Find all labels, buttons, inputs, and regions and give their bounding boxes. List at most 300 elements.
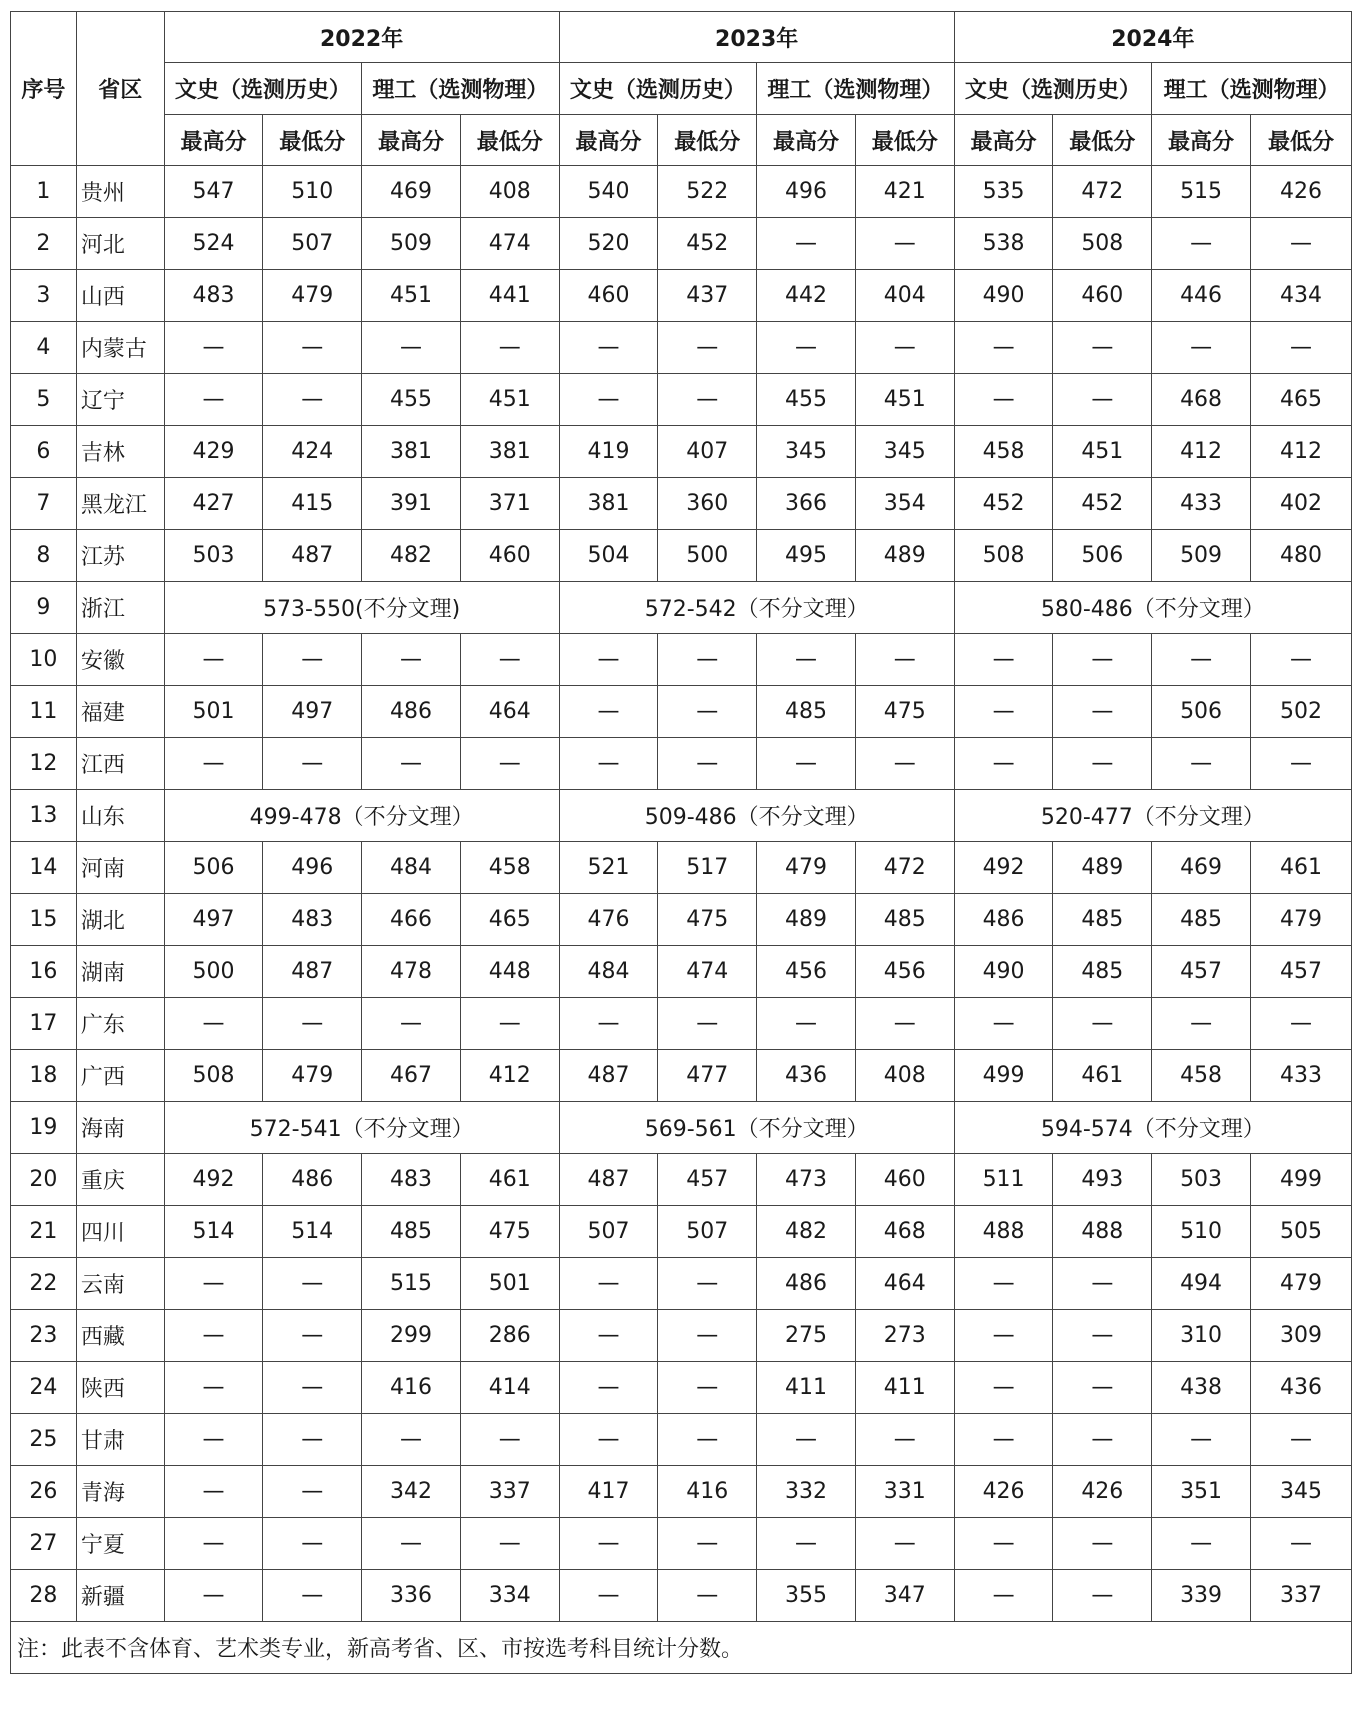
min-score-cell: 497: [263, 686, 362, 738]
min-score-cell: —: [1250, 998, 1351, 1050]
max-score-cell: 345: [757, 426, 856, 478]
max-score-cell: 508: [954, 530, 1053, 582]
min-score-cell: —: [263, 374, 362, 426]
row-seq: 28: [11, 1570, 77, 1622]
header-min: 最低分: [1250, 115, 1351, 166]
min-score-cell: 404: [855, 270, 954, 322]
row-province: 内蒙古: [76, 322, 164, 374]
max-score-cell: 486: [954, 894, 1053, 946]
admission-score-table: [10, 11, 1352, 1674]
min-score-cell: 408: [460, 166, 559, 218]
row-seq: 20: [11, 1154, 77, 1206]
table-row: [11, 322, 1352, 374]
row-seq: 2: [11, 218, 77, 270]
min-score-cell: 434: [1250, 270, 1351, 322]
min-score-cell: 437: [658, 270, 757, 322]
header-row-years: [11, 12, 1352, 63]
min-score-cell: —: [855, 1414, 954, 1466]
max-score-cell: 503: [1152, 1154, 1251, 1206]
max-score-cell: —: [164, 998, 263, 1050]
max-score-cell: —: [164, 1414, 263, 1466]
min-score-cell: —: [658, 322, 757, 374]
max-score-cell: —: [954, 1258, 1053, 1310]
max-score-cell: 381: [362, 426, 461, 478]
max-score-cell: 489: [757, 894, 856, 946]
row-seq: 24: [11, 1362, 77, 1414]
min-score-cell: —: [658, 374, 757, 426]
row-province: 贵州: [76, 166, 164, 218]
max-score-cell: —: [559, 998, 658, 1050]
min-score-cell: —: [460, 634, 559, 686]
header-max: 最高分: [1152, 115, 1251, 166]
max-score-cell: 485: [362, 1206, 461, 1258]
max-score-cell: —: [954, 738, 1053, 790]
min-score-cell: 479: [1250, 894, 1351, 946]
min-score-cell: 489: [855, 530, 954, 582]
min-score-cell: 331: [855, 1466, 954, 1518]
header-row-stats: [11, 115, 1352, 166]
min-score-cell: 412: [1250, 426, 1351, 478]
max-score-cell: 482: [757, 1206, 856, 1258]
max-score-cell: 310: [1152, 1310, 1251, 1362]
min-score-cell: —: [460, 738, 559, 790]
max-score-cell: —: [362, 998, 461, 1050]
table-row: [11, 1102, 1352, 1154]
max-score-cell: 492: [954, 842, 1053, 894]
merged-score-cell: 572-541（不分文理）: [164, 1102, 559, 1154]
min-score-cell: —: [658, 1414, 757, 1466]
max-score-cell: 485: [1152, 894, 1251, 946]
max-score-cell: —: [954, 686, 1053, 738]
table-row: [11, 1310, 1352, 1362]
header-min: 最低分: [263, 115, 362, 166]
max-score-cell: 455: [757, 374, 856, 426]
table-row: [11, 686, 1352, 738]
max-score-cell: —: [1152, 1518, 1251, 1570]
row-seq: 3: [11, 270, 77, 322]
max-score-cell: 411: [757, 1362, 856, 1414]
row-province: 江西: [76, 738, 164, 790]
max-score-cell: —: [954, 1518, 1053, 1570]
table-row: [11, 530, 1352, 582]
min-score-cell: —: [263, 634, 362, 686]
min-score-cell: 461: [1250, 842, 1351, 894]
max-score-cell: 451: [362, 270, 461, 322]
min-score-cell: 499: [1250, 1154, 1351, 1206]
min-score-cell: 451: [855, 374, 954, 426]
min-score-cell: —: [263, 1414, 362, 1466]
row-province: 湖南: [76, 946, 164, 998]
max-score-cell: 538: [954, 218, 1053, 270]
max-score-cell: —: [757, 1518, 856, 1570]
max-score-cell: 433: [1152, 478, 1251, 530]
max-score-cell: —: [757, 738, 856, 790]
min-score-cell: —: [1053, 1258, 1152, 1310]
row-province: 新疆: [76, 1570, 164, 1622]
min-score-cell: 465: [460, 894, 559, 946]
max-score-cell: 499: [954, 1050, 1053, 1102]
table-row: [11, 1362, 1352, 1414]
max-score-cell: 460: [559, 270, 658, 322]
min-score-cell: 479: [263, 1050, 362, 1102]
min-score-cell: —: [1053, 1362, 1152, 1414]
min-score-cell: —: [1250, 634, 1351, 686]
max-score-cell: 446: [1152, 270, 1251, 322]
min-score-cell: —: [855, 634, 954, 686]
max-score-cell: —: [954, 322, 1053, 374]
max-score-cell: 487: [559, 1154, 658, 1206]
table-row: [11, 426, 1352, 478]
min-score-cell: —: [263, 1466, 362, 1518]
table-row: [11, 1414, 1352, 1466]
max-score-cell: 482: [362, 530, 461, 582]
min-score-cell: 517: [658, 842, 757, 894]
min-score-cell: 412: [460, 1050, 559, 1102]
max-score-cell: 366: [757, 478, 856, 530]
min-score-cell: —: [1053, 1310, 1152, 1362]
min-score-cell: —: [1053, 374, 1152, 426]
row-seq: 19: [11, 1102, 77, 1154]
table-note: 注：此表不含体育、艺术类专业，新高考省、区、市按选考科目统计分数。: [11, 1622, 1352, 1674]
max-score-cell: 486: [362, 686, 461, 738]
max-score-cell: 486: [757, 1258, 856, 1310]
min-score-cell: 489: [1053, 842, 1152, 894]
max-score-cell: 468: [1152, 374, 1251, 426]
max-score-cell: 488: [954, 1206, 1053, 1258]
row-seq: 22: [11, 1258, 77, 1310]
row-seq: 21: [11, 1206, 77, 1258]
row-province: 广西: [76, 1050, 164, 1102]
max-score-cell: 476: [559, 894, 658, 946]
max-score-cell: 501: [164, 686, 263, 738]
max-score-cell: —: [757, 634, 856, 686]
max-score-cell: 416: [362, 1362, 461, 1414]
min-score-cell: 480: [1250, 530, 1351, 582]
min-score-cell: —: [658, 1570, 757, 1622]
table-row: [11, 1206, 1352, 1258]
max-score-cell: 426: [954, 1466, 1053, 1518]
min-score-cell: 485: [855, 894, 954, 946]
min-score-cell: 475: [460, 1206, 559, 1258]
header-track-arts: 文史（选测历史）: [164, 63, 362, 115]
row-province: 河南: [76, 842, 164, 894]
max-score-cell: 492: [164, 1154, 263, 1206]
min-score-cell: —: [658, 738, 757, 790]
max-score-cell: —: [164, 322, 263, 374]
table-row: [11, 1050, 1352, 1102]
row-seq: 27: [11, 1518, 77, 1570]
min-score-cell: 461: [460, 1154, 559, 1206]
max-score-cell: 520: [559, 218, 658, 270]
min-score-cell: 371: [460, 478, 559, 530]
max-score-cell: —: [1152, 322, 1251, 374]
max-score-cell: —: [559, 686, 658, 738]
min-score-cell: —: [658, 1362, 757, 1414]
min-score-cell: 496: [263, 842, 362, 894]
max-score-cell: 540: [559, 166, 658, 218]
min-score-cell: 424: [263, 426, 362, 478]
row-seq: 18: [11, 1050, 77, 1102]
max-score-cell: —: [164, 1310, 263, 1362]
max-score-cell: 506: [1152, 686, 1251, 738]
min-score-cell: 381: [460, 426, 559, 478]
row-seq: 8: [11, 530, 77, 582]
row-seq: 4: [11, 322, 77, 374]
row-seq: 12: [11, 738, 77, 790]
max-score-cell: 479: [757, 842, 856, 894]
max-score-cell: —: [164, 1258, 263, 1310]
row-seq: 23: [11, 1310, 77, 1362]
min-score-cell: —: [658, 1518, 757, 1570]
row-province: 湖北: [76, 894, 164, 946]
max-score-cell: —: [954, 1310, 1053, 1362]
header-province: 省区: [76, 12, 164, 166]
min-score-cell: 465: [1250, 374, 1351, 426]
min-score-cell: 354: [855, 478, 954, 530]
min-score-cell: 436: [1250, 1362, 1351, 1414]
min-score-cell: —: [855, 998, 954, 1050]
row-seq: 1: [11, 166, 77, 218]
min-score-cell: —: [1053, 1518, 1152, 1570]
max-score-cell: 427: [164, 478, 263, 530]
header-min: 最低分: [658, 115, 757, 166]
min-score-cell: —: [263, 1310, 362, 1362]
max-score-cell: 509: [1152, 530, 1251, 582]
max-score-cell: —: [559, 1258, 658, 1310]
min-score-cell: —: [460, 998, 559, 1050]
max-score-cell: 417: [559, 1466, 658, 1518]
max-score-cell: 339: [1152, 1570, 1251, 1622]
header-track-science: 理工（选测物理）: [362, 63, 560, 115]
max-score-cell: —: [757, 1414, 856, 1466]
row-province: 西藏: [76, 1310, 164, 1362]
max-score-cell: 458: [1152, 1050, 1251, 1102]
merged-score-cell: 520-477（不分文理）: [954, 790, 1351, 842]
min-score-cell: 475: [658, 894, 757, 946]
max-score-cell: —: [954, 374, 1053, 426]
max-score-cell: 508: [164, 1050, 263, 1102]
min-score-cell: 456: [855, 946, 954, 998]
min-score-cell: 485: [1053, 946, 1152, 998]
table-row: [11, 842, 1352, 894]
row-province: 陕西: [76, 1362, 164, 1414]
row-province: 山西: [76, 270, 164, 322]
header-track-arts: 文史（选测历史）: [954, 63, 1152, 115]
min-score-cell: 458: [460, 842, 559, 894]
table-row: [11, 166, 1352, 218]
max-score-cell: —: [164, 1362, 263, 1414]
min-score-cell: 460: [855, 1154, 954, 1206]
merged-score-cell: 594-574（不分文理）: [954, 1102, 1351, 1154]
merged-score-cell: 569-561（不分文理）: [559, 1102, 954, 1154]
header-max: 最高分: [954, 115, 1053, 166]
max-score-cell: —: [559, 322, 658, 374]
max-score-cell: 524: [164, 218, 263, 270]
max-score-cell: 452: [954, 478, 1053, 530]
min-score-cell: —: [1053, 1414, 1152, 1466]
max-score-cell: 457: [1152, 946, 1251, 998]
table-row: [11, 894, 1352, 946]
min-score-cell: 411: [855, 1362, 954, 1414]
table-row: [11, 946, 1352, 998]
max-score-cell: 484: [362, 842, 461, 894]
max-score-cell: 473: [757, 1154, 856, 1206]
min-score-cell: —: [263, 1570, 362, 1622]
max-score-cell: 485: [757, 686, 856, 738]
min-score-cell: —: [263, 1518, 362, 1570]
min-score-cell: 485: [1053, 894, 1152, 946]
min-score-cell: 507: [658, 1206, 757, 1258]
min-score-cell: —: [263, 998, 362, 1050]
min-score-cell: 500: [658, 530, 757, 582]
min-score-cell: —: [658, 634, 757, 686]
row-seq: 7: [11, 478, 77, 530]
min-score-cell: 507: [263, 218, 362, 270]
max-score-cell: —: [164, 1518, 263, 1570]
max-score-cell: —: [559, 374, 658, 426]
max-score-cell: 521: [559, 842, 658, 894]
max-score-cell: 467: [362, 1050, 461, 1102]
max-score-cell: 497: [164, 894, 263, 946]
max-score-cell: 466: [362, 894, 461, 946]
min-score-cell: —: [263, 322, 362, 374]
min-score-cell: 309: [1250, 1310, 1351, 1362]
max-score-cell: 515: [362, 1258, 461, 1310]
max-score-cell: 494: [1152, 1258, 1251, 1310]
min-score-cell: —: [1053, 634, 1152, 686]
min-score-cell: 468: [855, 1206, 954, 1258]
max-score-cell: 503: [164, 530, 263, 582]
max-score-cell: 495: [757, 530, 856, 582]
row-province: 辽宁: [76, 374, 164, 426]
max-score-cell: 455: [362, 374, 461, 426]
row-province: 福建: [76, 686, 164, 738]
table-row: [11, 790, 1352, 842]
min-score-cell: 514: [263, 1206, 362, 1258]
min-score-cell: 486: [263, 1154, 362, 1206]
min-score-cell: 464: [460, 686, 559, 738]
max-score-cell: —: [362, 738, 461, 790]
row-province: 广东: [76, 998, 164, 1050]
min-score-cell: 510: [263, 166, 362, 218]
min-score-cell: —: [1053, 686, 1152, 738]
min-score-cell: 273: [855, 1310, 954, 1362]
min-score-cell: —: [855, 1518, 954, 1570]
table-row: [11, 998, 1352, 1050]
table-row: [11, 218, 1352, 270]
min-score-cell: 493: [1053, 1154, 1152, 1206]
min-score-cell: 474: [658, 946, 757, 998]
max-score-cell: 419: [559, 426, 658, 478]
min-score-cell: 479: [263, 270, 362, 322]
min-score-cell: 402: [1250, 478, 1351, 530]
row-province: 浙江: [76, 582, 164, 634]
max-score-cell: 535: [954, 166, 1053, 218]
max-score-cell: 509: [362, 218, 461, 270]
header-year: 2024年: [954, 12, 1351, 63]
table-row: [11, 478, 1352, 530]
min-score-cell: 522: [658, 166, 757, 218]
row-province: 海南: [76, 1102, 164, 1154]
max-score-cell: —: [362, 1414, 461, 1466]
max-score-cell: —: [757, 322, 856, 374]
max-score-cell: —: [559, 1570, 658, 1622]
min-score-cell: 508: [1053, 218, 1152, 270]
max-score-cell: —: [164, 1466, 263, 1518]
min-score-cell: —: [1053, 1570, 1152, 1622]
min-score-cell: 474: [460, 218, 559, 270]
max-score-cell: 436: [757, 1050, 856, 1102]
table-row: [11, 738, 1352, 790]
min-score-cell: 475: [855, 686, 954, 738]
min-score-cell: 441: [460, 270, 559, 322]
header-track-science: 理工（选测物理）: [1152, 63, 1352, 115]
min-score-cell: —: [1250, 1414, 1351, 1466]
min-score-cell: —: [1250, 738, 1351, 790]
header-year: 2022年: [164, 12, 559, 63]
max-score-cell: 510: [1152, 1206, 1251, 1258]
min-score-cell: 457: [658, 1154, 757, 1206]
min-score-cell: 421: [855, 166, 954, 218]
max-score-cell: —: [559, 738, 658, 790]
max-score-cell: —: [559, 1518, 658, 1570]
max-score-cell: 487: [559, 1050, 658, 1102]
table-row: [11, 1258, 1352, 1310]
max-score-cell: 483: [164, 270, 263, 322]
min-score-cell: —: [658, 686, 757, 738]
header-row-tracks: [11, 63, 1352, 115]
min-score-cell: —: [1053, 998, 1152, 1050]
max-score-cell: 483: [362, 1154, 461, 1206]
header-max: 最高分: [559, 115, 658, 166]
max-score-cell: 490: [954, 946, 1053, 998]
min-score-cell: 472: [855, 842, 954, 894]
min-score-cell: 464: [855, 1258, 954, 1310]
max-score-cell: —: [362, 1518, 461, 1570]
max-score-cell: —: [164, 634, 263, 686]
table-row: [11, 374, 1352, 426]
max-score-cell: 299: [362, 1310, 461, 1362]
min-score-cell: —: [1250, 218, 1351, 270]
table-row: [11, 634, 1352, 686]
max-score-cell: 275: [757, 1310, 856, 1362]
row-province: 四川: [76, 1206, 164, 1258]
max-score-cell: 391: [362, 478, 461, 530]
header-track-arts: 文史（选测历史）: [559, 63, 757, 115]
min-score-cell: —: [1250, 1518, 1351, 1570]
note-row: [11, 1622, 1352, 1674]
table-body: [11, 166, 1352, 1622]
row-seq: 25: [11, 1414, 77, 1466]
max-score-cell: 504: [559, 530, 658, 582]
min-score-cell: 479: [1250, 1258, 1351, 1310]
min-score-cell: —: [855, 738, 954, 790]
max-score-cell: 514: [164, 1206, 263, 1258]
min-score-cell: 460: [460, 530, 559, 582]
max-score-cell: 490: [954, 270, 1053, 322]
row-province: 江苏: [76, 530, 164, 582]
row-province: 青海: [76, 1466, 164, 1518]
row-seq: 10: [11, 634, 77, 686]
table-row: [11, 270, 1352, 322]
max-score-cell: 442: [757, 270, 856, 322]
max-score-cell: —: [559, 1414, 658, 1466]
min-score-cell: 461: [1053, 1050, 1152, 1102]
max-score-cell: —: [954, 998, 1053, 1050]
min-score-cell: 451: [460, 374, 559, 426]
min-score-cell: 505: [1250, 1206, 1351, 1258]
max-score-cell: 412: [1152, 426, 1251, 478]
